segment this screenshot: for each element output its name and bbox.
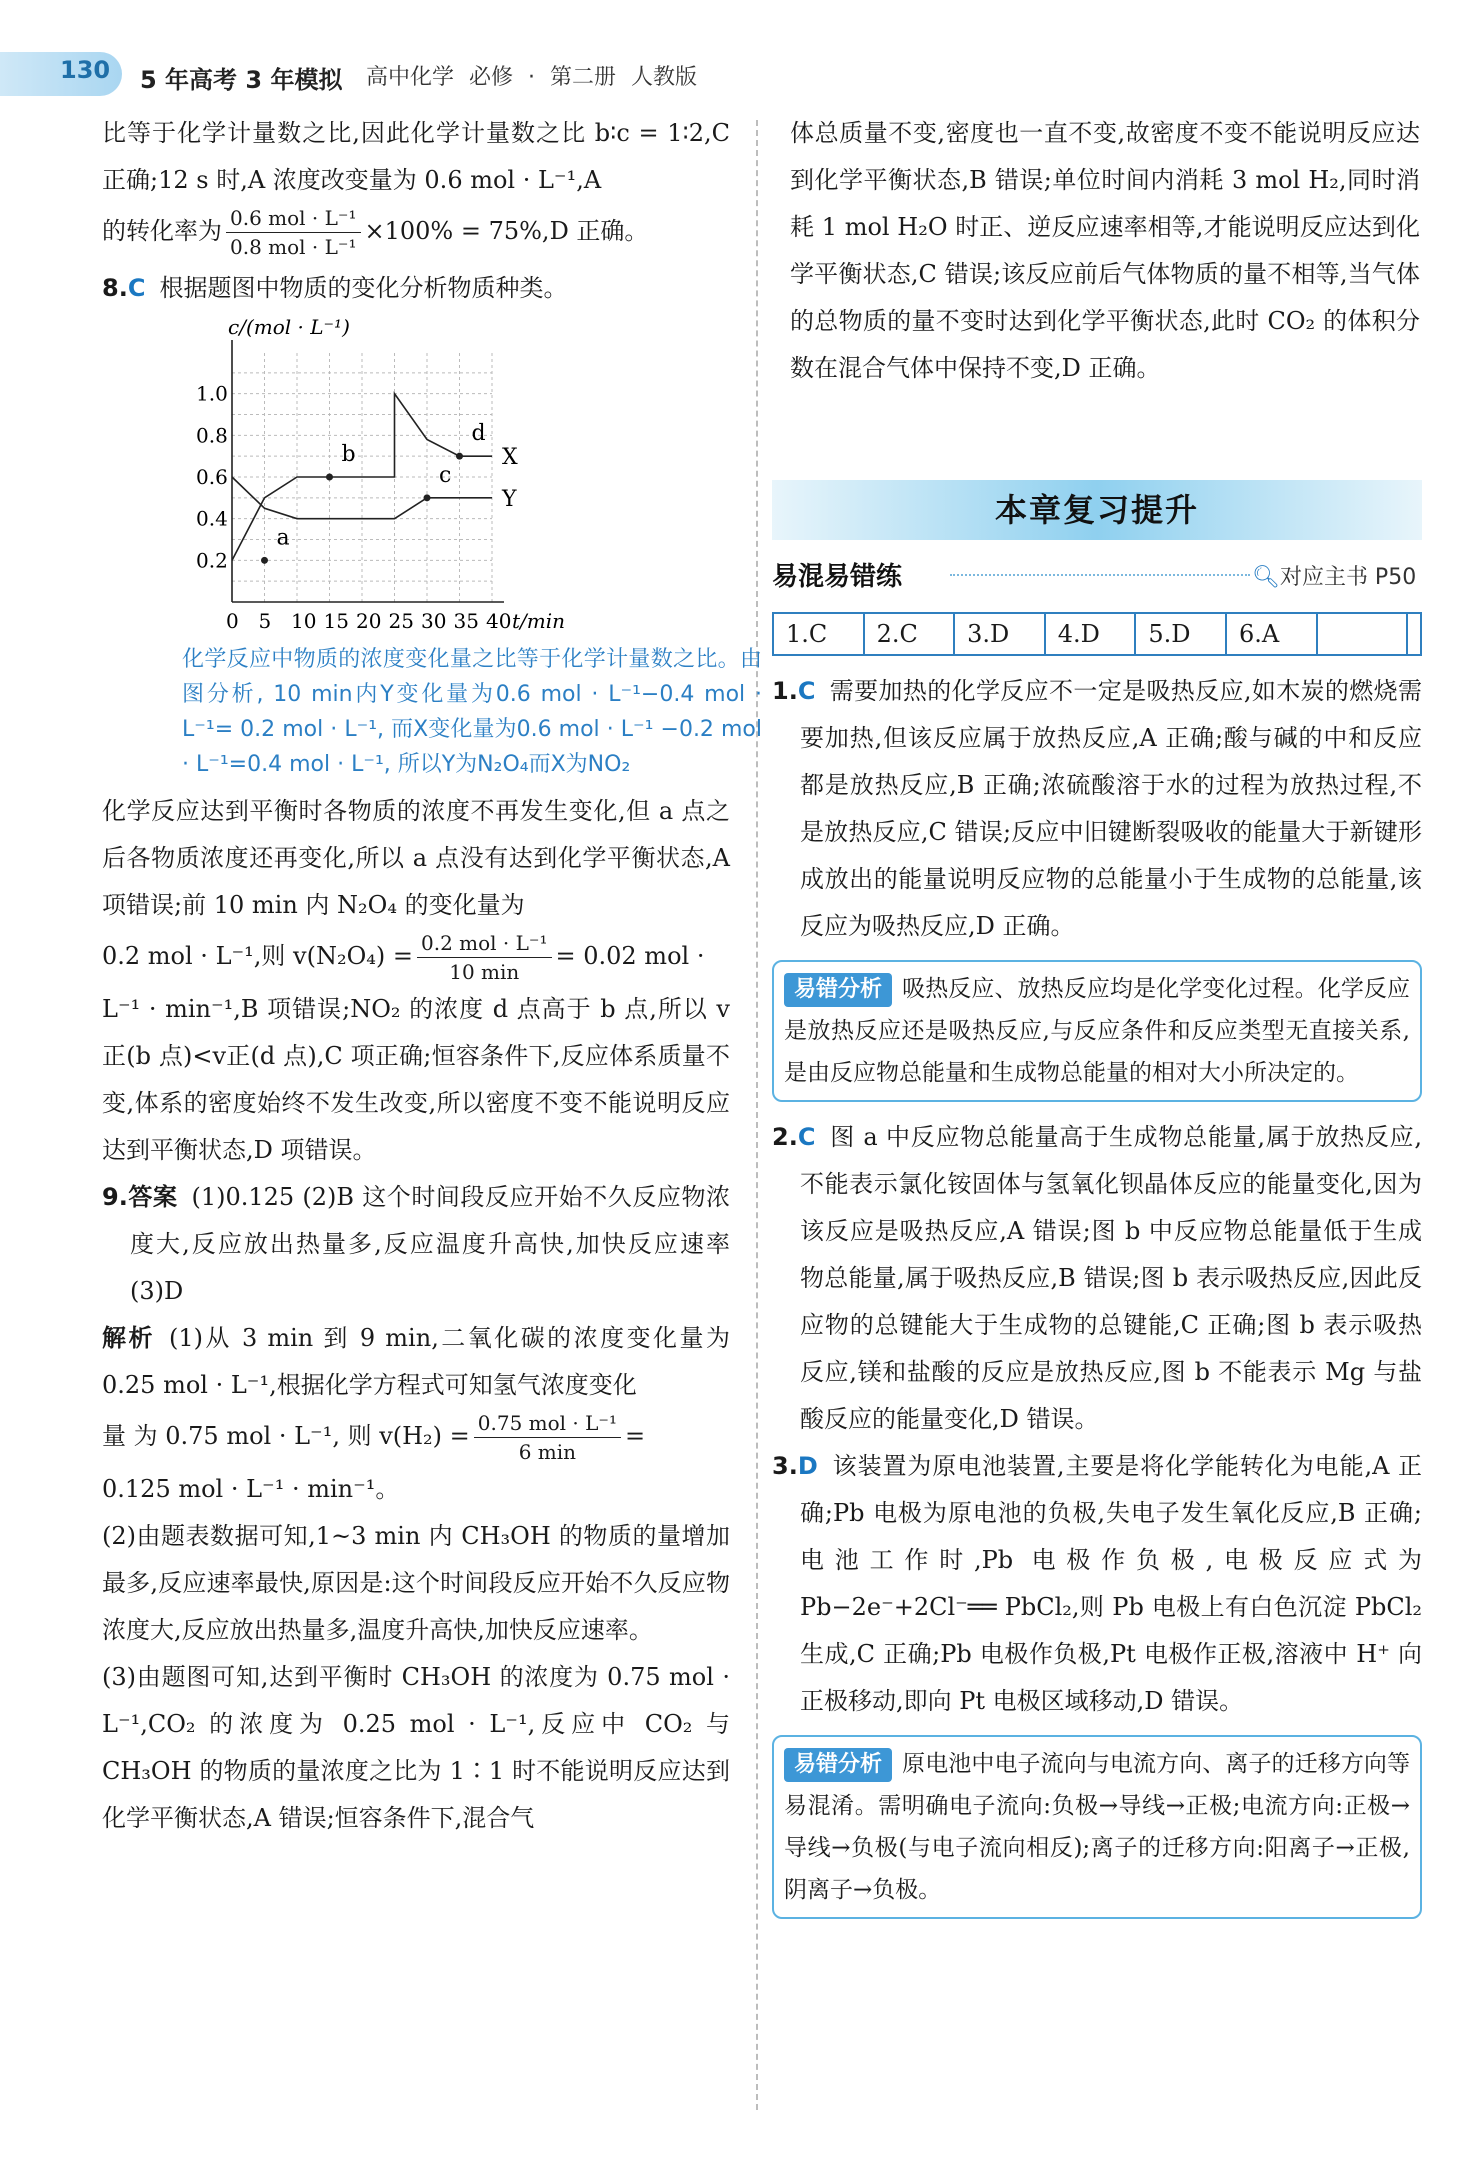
left-paragraph-2b xyxy=(102,929,730,986)
text-fragment: ×100% = 75%,D 正确。 xyxy=(364,217,649,245)
series-label-x: X xyxy=(502,445,518,471)
x-tick-label: 40 xyxy=(486,609,512,633)
q9-explanation-1 xyxy=(102,1315,730,1409)
series-label-y: Y xyxy=(502,486,517,512)
table-row xyxy=(773,613,1421,655)
book-subtitle: 高中化学 必修 · 第二册 人教版 xyxy=(366,65,697,90)
text-fragment: 0.2 mol · L⁻¹,则 v(N₂O₄) = xyxy=(102,942,413,970)
point-label-a: a xyxy=(276,525,290,551)
answer-label: 答案 xyxy=(127,1183,178,1211)
text-fragment: 的转化率为 xyxy=(102,217,222,245)
fraction-numerator: 0.75 mol · L⁻¹ xyxy=(474,1409,621,1438)
right-paragraph-1: 体总质量不变,密度也一直不变,故密度不变不能说明反应达到化学平衡状态,B 错误;单位时间内消耗 3 mol H₂,同时消耗 1 mol H₂O 时正、逆反应速率相等,才能说明反应达到化学平衡状态,C 错误;该反应前后气体物质的量不相等,当气体的总物质的量不变时达到化学平衡状态,此时 CO₂ 的体积分数在混合气体中保持不变,D 正确。 xyxy=(790,119,1420,382)
q9-explanation-4: (2)由题表数据可知,1~3 min 内 CH₃OH 的物质的量增加最多,反应速率最快,原因是:这个时间段反应开始不久反应物浓度大,反应放出热量多,温度升高快,加快反应速率。 xyxy=(102,1522,730,1644)
point-label-c: c xyxy=(439,462,452,488)
practice-reference xyxy=(1252,560,1416,591)
question-number: 1. xyxy=(772,677,798,705)
answer-letter: C xyxy=(127,274,146,302)
point-marker-a xyxy=(261,557,268,564)
error-analysis-box-1 xyxy=(772,960,1422,1102)
error-analysis-text: 原电池中电子流向与电流方向、离子的迁移方向等易混淆。需明确电子流向:负极→导线→正极;电流方向:正极→导线→负极(与电子流向相反);离子的迁移方向:阳离子→正极,阴离子→负极。 xyxy=(784,1751,1410,1903)
fraction xyxy=(226,204,361,261)
text-fragment: = xyxy=(625,1422,646,1450)
y-tick-label: 0.8 xyxy=(196,423,228,448)
fraction-denominator: 0.8 mol · L⁻¹ xyxy=(230,235,357,259)
point-label-d: d xyxy=(471,421,486,447)
point-marker-d xyxy=(456,453,463,460)
practice-question-1 xyxy=(772,668,1422,950)
fraction-denominator: 6 min xyxy=(518,1440,577,1464)
question-9 xyxy=(102,1174,731,1315)
error-analysis-box-2 xyxy=(772,1735,1422,1919)
question-number: 8. xyxy=(102,274,128,302)
answer-cell: 1.C xyxy=(773,613,864,655)
practice-question-2 xyxy=(772,1114,1422,1443)
answer-letter: D xyxy=(797,1452,818,1480)
y-tick-label: 0.2 xyxy=(196,548,228,573)
column-divider xyxy=(756,120,758,2110)
dotted-leader xyxy=(950,574,1250,576)
q9-explanation-5: (3)由题图可知,达到平衡时 CH₃OH 的浓度为 0.75 mol · L⁻¹,CO₂ 的浓度为 0.25 mol · L⁻¹,反应中 CO₂ 与 CH₃OH 的物质的量浓度之比为 1∶1 时不能说明反应达到化学平衡状态,A 错误;恒容条件下,混合气 xyxy=(102,1663,730,1832)
fraction-numerator: 0.6 mol · L⁻¹ xyxy=(226,204,361,233)
answer-cell: 3.D xyxy=(954,613,1045,655)
concentration-chart xyxy=(102,312,730,642)
point-marker-b xyxy=(326,474,333,481)
error-analysis-text: 吸热反应、放热反应均是化学变化过程。化学反应是放热反应还是吸热反应,与反应条件和反应类型无直接关系,是由反应物总能量和生成物总能量的相对大小所决定的。 xyxy=(784,976,1410,1086)
question-text: 图 a 中反应物总能量高于生成物总能量,属于放热反应,不能表示氯化铵固体与氢氧化钡晶体反应的能量变化,因为该反应是吸热反应,A 错误;图 b 中反应物总能量低于生成物总能量,属于吸热反应,B 错误;图 b 表示吸热反应,因此反应物的总键能大于生成物的总键能,C 正确;图 b 表示吸热反应,镁和盐酸的反应是放热反应,图 b 不能表示 Mg 与盐酸反应的能量变化,D 错误。 xyxy=(800,1123,1422,1433)
y-tick-label: 0.6 xyxy=(196,465,228,489)
y-axis-label: c/(mol · L⁻¹) xyxy=(228,315,350,339)
left-paragraph-2: 化学反应达到平衡时各物质的浓度不再发生变化,但 a 点之后各物质浓度还再变化,所以 a 点没有达到化学平衡状态,A 项错误;前 10 min 内 N₂O₄ 的变化量为 xyxy=(102,797,730,919)
left-paragraph-3: L⁻¹ · min⁻¹,B 项错误;NO₂ 的浓度 d 点高于 b 点,所以 v正(b 点)<v正(d 点),C 项正确;恒容条件下,反应体系质量不变,体系的密度始终不发生改变,所以密度不变不能说明反应达到平衡状态,D 项错误。 xyxy=(102,995,730,1164)
error-analysis-tag: 易错分析 xyxy=(784,1748,892,1782)
x-tick-label: 20 xyxy=(356,609,382,633)
right-column-bottom xyxy=(772,668,1422,1931)
question-text: 需要加热的化学反应不一定是吸热反应,如木炭的燃烧需要加热,但该反应属于放热反应,A 正确;酸与碱的中和反应都是放热反应,B 正确;浓硫酸溶于水的过程为放热过程,不是放热反应,C 错误;反应中旧键断裂吸收的能量大于新键形成放出的能量说明反应物的总能量小于生成物的总能量,该反应为吸热反应,D 正确。 xyxy=(800,677,1422,940)
x-tick-label: 10 xyxy=(291,609,317,633)
series-title: 5 年高考 3 年模拟 xyxy=(140,66,343,94)
answer-cell xyxy=(1317,613,1407,655)
fraction-numerator: 0.2 mol · L⁻¹ xyxy=(417,929,552,958)
text-fragment: 量 为 0.75 mol · L⁻¹, 则 v(H₂) = xyxy=(102,1422,470,1450)
q9-explanation-3: 0.125 mol · L⁻¹ · min⁻¹。 xyxy=(102,1475,400,1503)
answer-cell: 6.A xyxy=(1226,613,1317,655)
chapter-review-banner xyxy=(772,480,1422,540)
explanation-text: (1)从 3 min 到 9 min,二氧化碳的浓度变化量为 0.25 mol · L⁻¹,根据化学方程式可知氢气浓度变化 xyxy=(102,1324,731,1399)
fraction xyxy=(474,1409,621,1466)
x-tick-label: 30 xyxy=(421,609,447,633)
right-column-top xyxy=(790,110,1420,392)
answer-letter: C xyxy=(797,1123,816,1151)
x-axis-label: t/min xyxy=(512,609,566,633)
question-text: 根据题图中物质的变化分析物质种类。 xyxy=(159,274,568,302)
question-text: 该装置为原电池装置,主要是将化学能转化为电能,A 正确;Pb 电极为原电池的负极,失电子发生氧化反应,B 正确;电池工作时,Pb 电极作负极,电极反应式为 Pb−2e⁻+2Cl⁻══ PbCl₂,则 Pb 电极上有白色沉淀 PbCl₂ 生成,C 正确;Pb 电极作负极,Pt 电极作正极,溶液中 H⁺ 向正极移动,即向 Pt 电极区域移动,D 错误。 xyxy=(800,1452,1422,1715)
reference-text: 对应主书 P50 xyxy=(1279,565,1417,590)
x-tick-label: 5 xyxy=(258,609,272,633)
page-number: 130 xyxy=(60,56,111,84)
answer-cell: 2.C xyxy=(864,613,955,655)
q9-explanation-2 xyxy=(102,1409,730,1466)
left-column xyxy=(102,110,762,1842)
question-number: 2. xyxy=(772,1123,798,1151)
answer-text: (1)0.125 (2)B 这个时间段反应开始不久反应物浓度大,反应放出热量多,反应温度升高快,加快反应速率 (3)D xyxy=(130,1183,731,1305)
x-tick-label: 0 xyxy=(226,609,239,633)
search-icon: 🔍︎ xyxy=(1252,565,1280,590)
question-8 xyxy=(102,265,730,312)
answer-table xyxy=(772,612,1422,656)
left-paragraph-1b xyxy=(102,204,730,261)
x-tick-label: 35 xyxy=(453,609,479,633)
answer-cell xyxy=(1407,613,1421,655)
text-fragment: = 0.02 mol · xyxy=(555,942,705,970)
point-marker-c xyxy=(424,494,431,501)
answer-cell: 4.D xyxy=(1045,613,1136,655)
question-number: 9. xyxy=(102,1183,128,1211)
point-label-b: b xyxy=(341,442,356,467)
question-number: 3. xyxy=(772,1452,798,1480)
fraction xyxy=(417,929,552,986)
y-tick-label: 0.4 xyxy=(196,506,228,531)
x-tick-label: 15 xyxy=(323,609,349,633)
handwritten-note: 化学反应中物质的浓度变化量之比等于化学计量数之比。由图分析, 10 min内Y变化量为0.6 mol · L⁻¹−0.4 mol · L⁻¹= 0.2 mol · L⁻¹, 而X变化量为0.6 mol · L⁻¹ −0.2 mol · L⁻¹=0.4 mol · L⁻¹, 所以Y为N₂O₄而X为NO₂ xyxy=(182,647,762,777)
practice-question-3 xyxy=(772,1443,1422,1725)
answer-letter: C xyxy=(797,677,816,705)
chart-svg xyxy=(102,312,730,642)
left-paragraph-1: 比等于化学计量数之比,因此化学计量数之比 b∶c = 1∶2,C 正确;12 s 时,A 浓度改变量为 0.6 mol · L⁻¹,A xyxy=(102,119,730,194)
fraction-denominator: 10 min xyxy=(449,960,520,984)
explanation-label: 解析 xyxy=(102,1324,155,1352)
banner-title: 本章复习提升 xyxy=(994,491,1199,529)
error-analysis-tag: 易错分析 xyxy=(784,973,892,1007)
practice-section-title: 易混易错练 xyxy=(772,562,903,592)
y-tick-label: 1.0 xyxy=(196,381,228,406)
answer-cell: 5.D xyxy=(1135,613,1226,655)
x-tick-label: 25 xyxy=(388,609,414,633)
